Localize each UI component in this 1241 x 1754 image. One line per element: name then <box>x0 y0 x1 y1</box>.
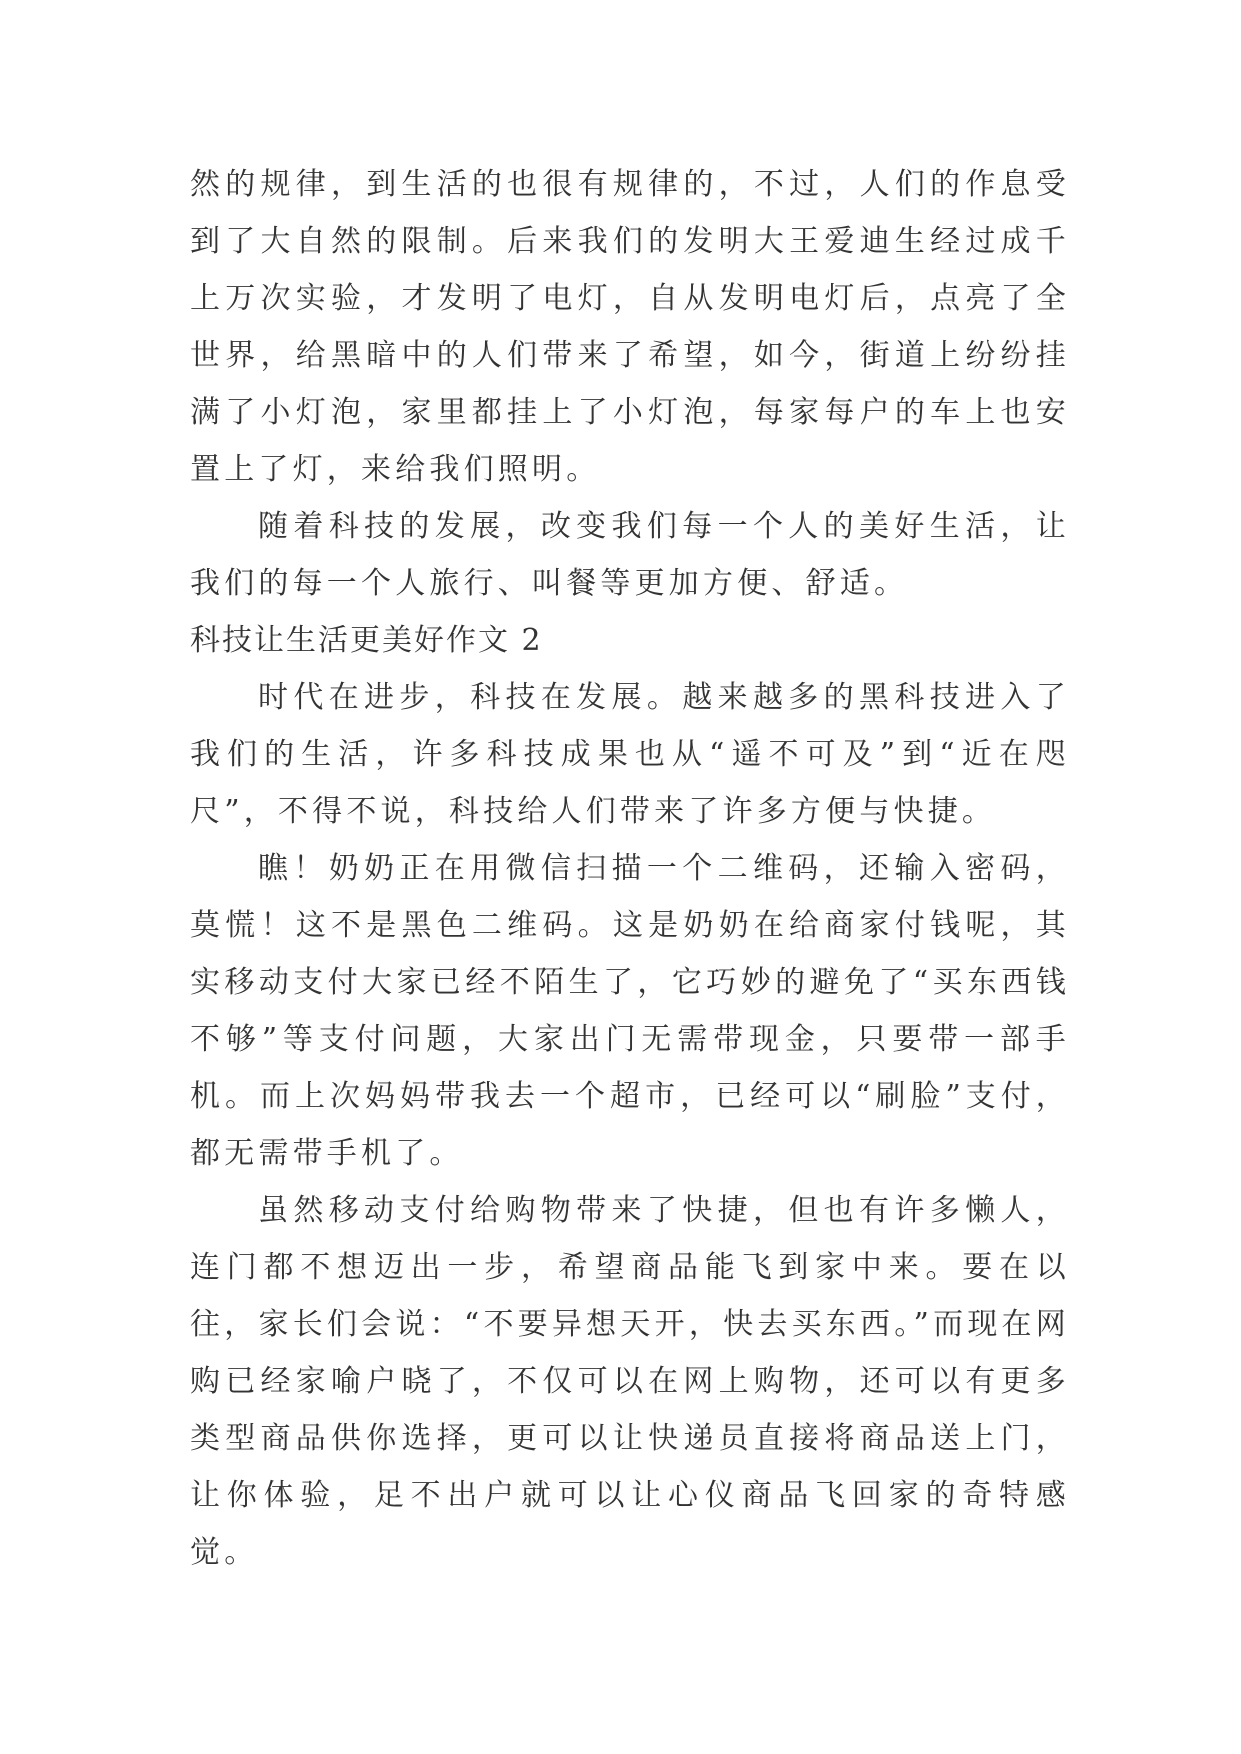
paragraph-era-progress: 时代在进步，科技在发展。越来越多的黑科技进入了我们的生活，许多科技成果也从“遥不可及”到“近在咫尺”，不得不说，科技给人们带来了许多方便与快捷。 <box>190 680 1070 829</box>
paragraph-online-shopping: 虽然移动支付给购物带来了快捷，但也有许多懒人，连门都不想迈出一步，希望商品能飞到家中来。要在以往，家长们会说：“不要异想天开，快去买东西。”而现在网购已经家喻户晓了，不仅可以在网上购物，还可以有更多类型商品供你选择，更可以让快递员直接将商品送上门，让你体验，足不出户就可以让心仪商品飞回家的奇特感觉。 <box>190 1193 1070 1570</box>
paragraph-tech-development: 随着科技的发展，改变我们每一个人的美好生活，让我们的每一个人旅行、叫餐等更加方便、舒适。 <box>190 509 1070 601</box>
essay-body <box>190 156 1070 1581</box>
paragraph-mobile-payment: 瞧！奶奶正在用微信扫描一个二维码，还输入密码，莫慌！这不是黑色二维码。这是奶奶在给商家付钱呢，其实移动支付大家已经不陌生了，它巧妙的避免了“买东西钱不够”等支付问题，大家出门无需带现金，只要带一部手机。而上次妈妈带我去一个超市，已经可以“刷脸”支付，都无需带手机了。 <box>190 851 1070 1171</box>
essay-title-2: 科技让生活更美好作文 2 <box>190 623 543 658</box>
paragraph-continued: 然的规律，到生活的也很有规律的，不过，人们的作息受到了大自然的限制。后来我们的发明大王爱迪生经过成千上万次实验，才发明了电灯，自从发明电灯后，点亮了全世界，给黑暗中的人们带来了希望，如今，街道上纷纷挂满了小灯泡，家里都挂上了小灯泡，每家每户的车上也安置上了灯，来给我们照明。 <box>190 167 1070 487</box>
